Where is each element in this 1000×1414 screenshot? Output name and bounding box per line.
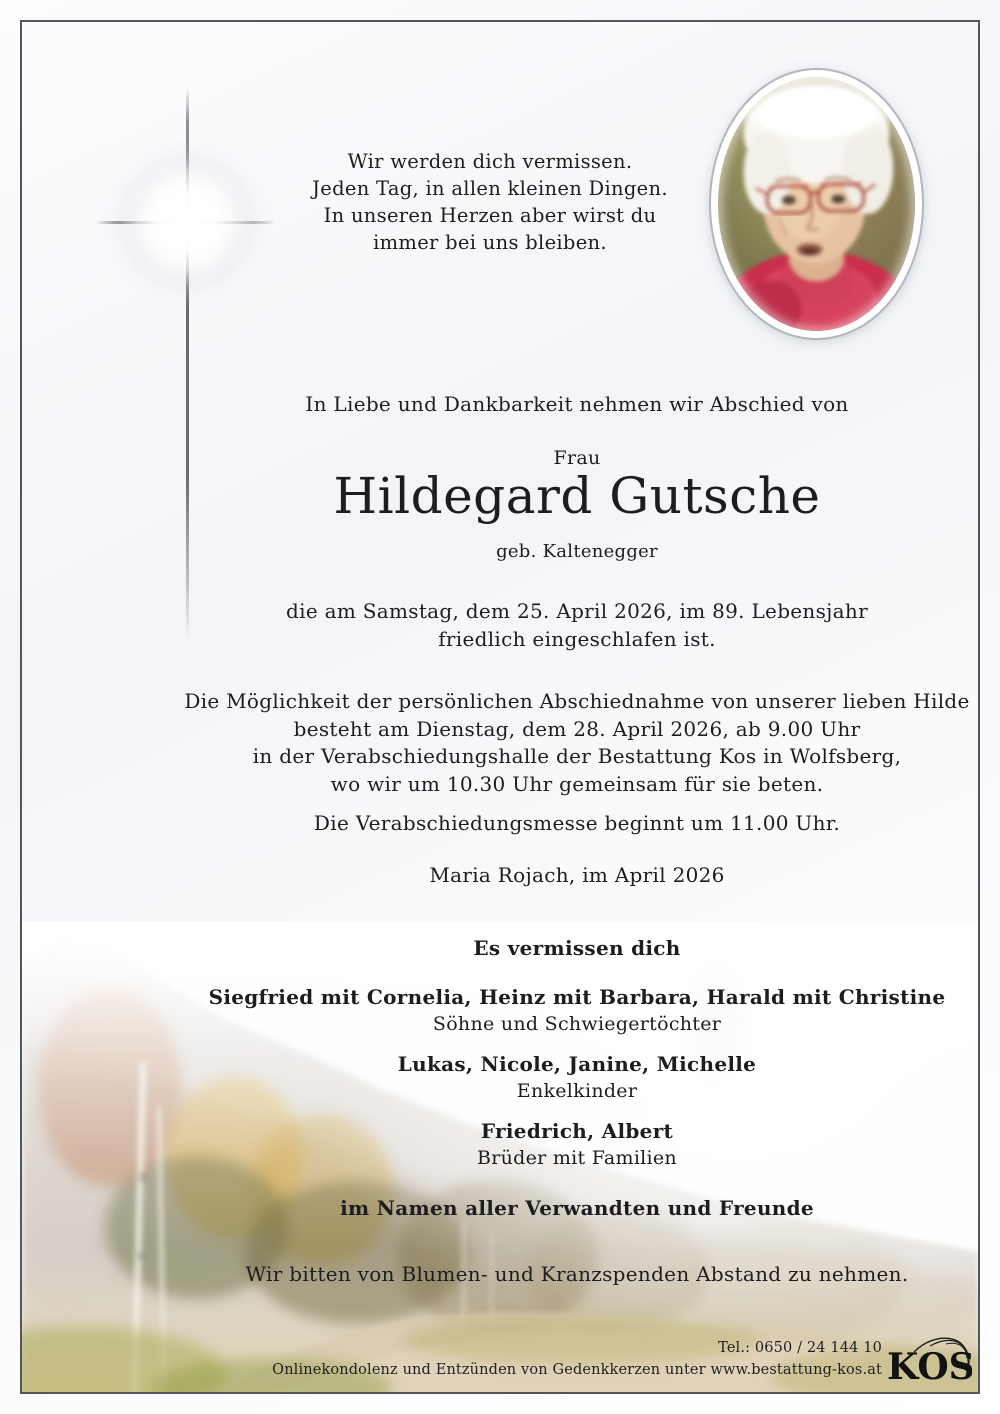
card-border (20, 20, 980, 1394)
mourner-group-relation: Enkelkinder (516, 1080, 638, 1102)
mourner-group-names: Friedrich, Albert (480, 1119, 674, 1143)
death-info-line: die am Samstag, dem 25. April 2026, im 89. Lebensjahr (286, 599, 868, 623)
farewell-line: wo wir um 10.30 Uhr gemeinsam für sie beten. (330, 771, 824, 796)
mourner-group-relation: Brüder mit Familien (477, 1147, 677, 1169)
poem-line: Jeden Tag, in allen kleinen Dingen. (312, 177, 668, 200)
salutation-text: Frau (553, 447, 601, 469)
mourner-group-names: Siegfried mit Cornelia, Heinz mit Barbara, Harald mit Christine (208, 985, 946, 1009)
death-info-line: friedlich eingeschlafen ist. (438, 627, 716, 651)
poem-line: Wir werden dich vermissen. (347, 150, 633, 173)
funeral-home-phone: Tel.: 0650 / 24 144 10 (718, 1340, 882, 1356)
deceased-name: Hildegard Gutsche (333, 467, 821, 525)
place-and-date: Maria Rojach, im April 2026 (429, 863, 725, 887)
poem-line: In unseren Herzen aber wirst du (323, 204, 657, 227)
mourners-closing: im Namen aller Verwandten und Freunde (340, 1196, 814, 1220)
farewell-line: besteht am Dienstag, dem 28. April 2026, ab 9.00 Uhr (293, 716, 861, 741)
farewell-line: Die Möglichkeit der persönlichen Abschiednahme von unserer lieben Hilde (184, 689, 970, 713)
farewell-line: in der Verabschiedungshalle der Bestattung Kos in Wolfsberg, (252, 744, 902, 768)
intro-text: In Liebe und Dankbarkeit nehmen wir Abschied von (305, 392, 849, 416)
donation-request: Wir bitten von Blumen- und Kranzspenden Abstand zu nehmen. (245, 1262, 909, 1286)
mass-info: Die Verabschiedungsmesse beginnt um 11.00 Uhr. (313, 811, 841, 835)
poem-line: immer bei uns bleiben. (373, 231, 607, 254)
mourner-group-relation: Söhne und Schwiegertöchter (432, 1013, 722, 1035)
online-condolence-note: Onlinekondolenz und Entzünden von Gedenkkerzen unter www.bestattung-kos.at (272, 1362, 882, 1378)
mourner-group-names: Lukas, Nicole, Janine, Michelle (397, 1052, 757, 1076)
maiden-name: geb. Kaltenegger (496, 541, 658, 562)
mourners-heading: Es vermissen dich (473, 936, 681, 960)
kos-logo-text: KOS (887, 1346, 972, 1388)
